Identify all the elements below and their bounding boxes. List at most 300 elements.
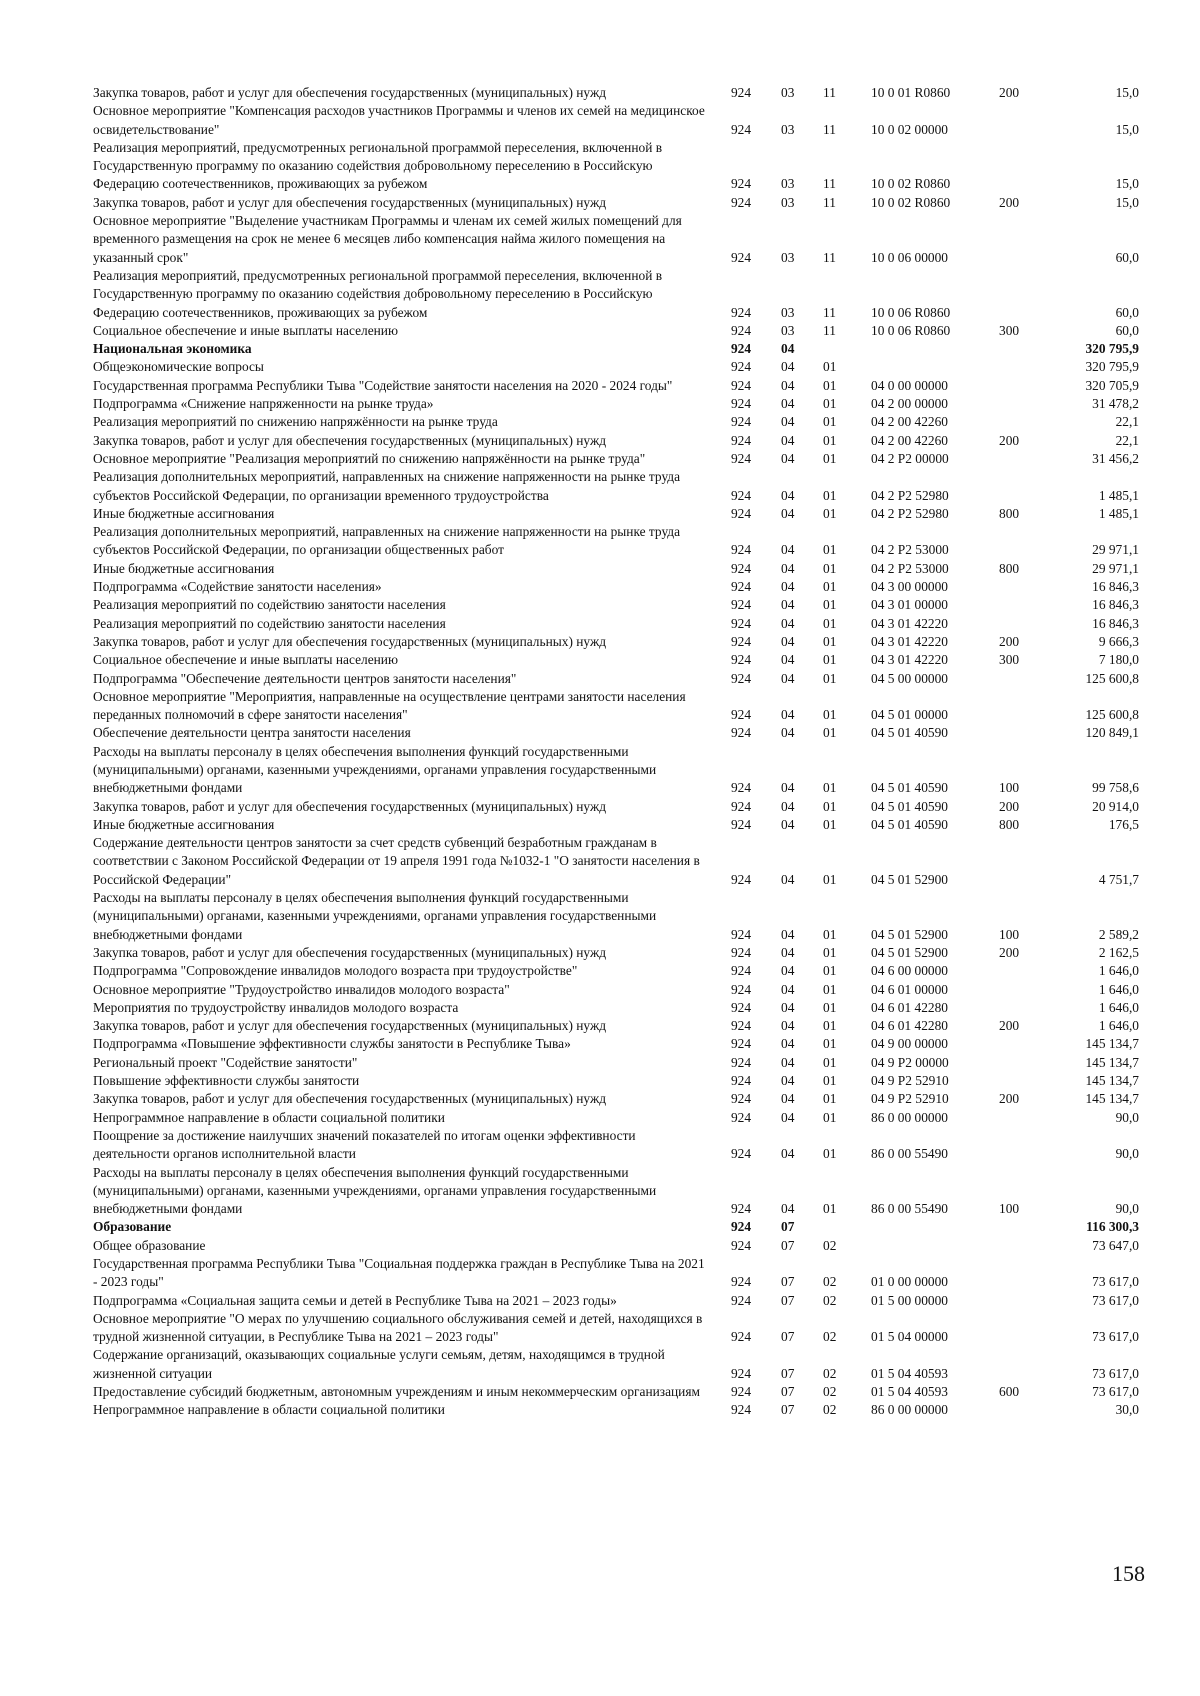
row-target-article: 04 6 01 42280 xyxy=(871,999,948,1015)
row-expense-type: 100 xyxy=(999,1201,1020,1217)
row-grbs: 924 xyxy=(730,1036,752,1052)
table-row xyxy=(93,1346,1153,1383)
row-section: 04 xyxy=(781,414,795,430)
row-section: 07 xyxy=(781,1237,795,1253)
row-subsection: 01 xyxy=(823,1036,837,1052)
row-grbs: 924 xyxy=(730,1237,752,1253)
row-expense-type: 200 xyxy=(999,85,1020,100)
row-amount: 125 600,8 xyxy=(1085,707,1139,723)
row-section: 04 xyxy=(781,926,795,942)
row-target-article: 04 2 P2 00000 xyxy=(871,450,949,466)
row-subsection: 01 xyxy=(823,1091,837,1107)
row-subsection: 11 xyxy=(823,194,836,210)
table-row xyxy=(93,322,1153,340)
row-subsection: 01 xyxy=(823,963,837,979)
row-amount: 16 846,3 xyxy=(1092,597,1139,613)
table-row xyxy=(93,1072,1153,1090)
row-name: Иные бюджетные ассигнования xyxy=(93,505,275,521)
row-grbs: 924 xyxy=(730,322,752,338)
row-name: Реализация мероприятий по содействию занятости населения xyxy=(93,597,446,613)
row-subsection: 11 xyxy=(823,304,836,320)
row-expense-type xyxy=(989,670,1043,688)
table-row xyxy=(93,743,1153,798)
row-section: 04 xyxy=(781,944,795,960)
table-row xyxy=(93,688,1153,725)
row-target-article: 04 5 01 00000 xyxy=(871,707,948,723)
row-name: Реализация мероприятий, предусмотренных региональной программой переселения, включенной в Государственную программу по оказанию содействия добровольному переселению в Российскую Федерацию соотечественников, проживающих за рубежом xyxy=(93,139,663,192)
table-row xyxy=(93,1054,1153,1072)
row-section: 04 xyxy=(781,597,795,613)
row-target-article: 04 3 00 00000 xyxy=(871,579,948,595)
table-row xyxy=(93,1035,1153,1053)
table-row xyxy=(93,798,1153,816)
table-row xyxy=(93,1383,1153,1401)
table-row xyxy=(93,999,1153,1017)
row-target-article: 01 5 04 00000 xyxy=(871,1329,948,1345)
row-subsection: 01 xyxy=(823,615,837,631)
table-row xyxy=(93,432,1153,450)
row-section: 04 xyxy=(781,963,795,979)
row-grbs: 924 xyxy=(730,963,752,979)
row-expense-type xyxy=(989,102,1043,139)
row-subsection: 01 xyxy=(823,999,837,1015)
row-grbs: 924 xyxy=(730,396,752,412)
row-subsection: 01 xyxy=(823,1018,837,1034)
row-grbs: 924 xyxy=(730,1219,752,1235)
row-expense-type xyxy=(989,1218,1043,1236)
row-expense-type xyxy=(989,1127,1043,1164)
row-subsection: 01 xyxy=(823,1146,837,1162)
row-amount: 90,0 xyxy=(1115,1146,1139,1162)
row-subsection: 11 xyxy=(823,85,836,100)
row-name: Реализация мероприятий по снижению напряжённости на рынке труда xyxy=(93,414,498,430)
row-grbs: 924 xyxy=(730,341,752,357)
row-amount: 320 795,9 xyxy=(1085,359,1139,375)
row-target-article: 01 5 04 40593 xyxy=(871,1384,948,1400)
row-grbs: 924 xyxy=(730,1292,752,1308)
table-row xyxy=(93,981,1153,999)
row-expense-type: 200 xyxy=(999,194,1020,210)
row-target-article: 04 2 00 00000 xyxy=(871,396,948,412)
row-subsection: 11 xyxy=(823,322,836,338)
row-name: Обеспечение деятельности центра занятости населения xyxy=(93,725,411,741)
row-name: Закупка товаров, работ и услуг для обеспечения государственных (муниципальных) нужд xyxy=(93,432,607,448)
row-section: 04 xyxy=(781,670,795,686)
row-target-article: 10 0 02 R0860 xyxy=(871,194,951,210)
row-grbs: 924 xyxy=(730,304,752,320)
row-name: Основное мероприятие "Выделение участникам Программы и членам их семей жилых помещений для временного размещения на срок не менее 6 месяцев либо компенсация найма жилого помещения на указанный срок" xyxy=(93,213,682,265)
table-row xyxy=(93,615,1153,633)
row-name: Предоставление субсидий бюджетным, автономным учреждениям и иным некоммерческим организациям xyxy=(93,1384,700,1400)
table-row xyxy=(93,560,1153,578)
row-amount: 73 647,0 xyxy=(1092,1237,1139,1253)
table-row xyxy=(93,139,1153,194)
row-name: Подпрограмма «Снижение напряженности на рынке труда» xyxy=(93,396,434,412)
row-name: Содержание организаций, оказывающих социальные услуги семьям, детям, находящимся в трудной жизненной ситуации xyxy=(93,1347,665,1381)
row-subsection: 01 xyxy=(823,652,837,668)
row-subsection: 01 xyxy=(823,432,837,448)
table-row xyxy=(93,395,1153,413)
row-amount: 1 485,1 xyxy=(1098,505,1139,521)
row-grbs: 924 xyxy=(730,1402,752,1418)
row-section: 07 xyxy=(781,1384,795,1400)
table-row xyxy=(93,468,1153,505)
table-row xyxy=(93,962,1153,980)
row-grbs: 924 xyxy=(730,798,752,814)
row-expense-type: 200 xyxy=(999,798,1020,814)
row-expense-type xyxy=(989,395,1043,413)
row-target-article: 86 0 00 00000 xyxy=(871,1109,948,1125)
table-row xyxy=(93,1127,1153,1164)
row-name: Основное мероприятие "О мерах по улучшению социального обслуживания семей и детей, находящихся в трудной жизненной ситуации, в Республике Тыва на 2021 – 2023 годы" xyxy=(93,1310,703,1345)
row-name: Социальное обеспечение и иные выплаты населению xyxy=(93,652,398,668)
row-amount: 16 846,3 xyxy=(1092,579,1139,595)
row-target-article: 04 5 00 00000 xyxy=(871,670,948,686)
row-target-article: 86 0 00 55490 xyxy=(871,1201,948,1217)
row-subsection: 01 xyxy=(823,1073,837,1089)
row-name: Непрограммное направление в области социальной политики xyxy=(93,1109,445,1125)
row-subsection: 01 xyxy=(823,359,837,375)
row-subsection: 01 xyxy=(823,377,837,393)
row-target-article: 04 5 01 52900 xyxy=(871,944,948,960)
row-grbs: 924 xyxy=(730,487,752,503)
row-section: 04 xyxy=(781,707,795,723)
row-subsection: 01 xyxy=(823,926,837,942)
row-section: 04 xyxy=(781,1073,795,1089)
row-amount: 15,0 xyxy=(1115,85,1139,100)
row-amount: 60,0 xyxy=(1115,304,1139,320)
row-amount: 1 646,0 xyxy=(1098,1018,1139,1034)
row-expense-type xyxy=(989,139,1043,194)
budget-table-body xyxy=(93,84,1153,1420)
row-name: Общее образование xyxy=(93,1237,206,1253)
row-subsection: 01 xyxy=(823,871,837,887)
row-expense-type xyxy=(989,267,1043,322)
row-amount: 120 849,1 xyxy=(1085,725,1139,741)
row-grbs: 924 xyxy=(730,194,752,210)
row-expense-type: 800 xyxy=(999,505,1020,521)
row-amount: 145 134,7 xyxy=(1085,1073,1139,1089)
row-name: Общеэкономические вопросы xyxy=(93,359,264,375)
row-expense-type xyxy=(989,1054,1043,1072)
row-grbs: 924 xyxy=(730,85,752,100)
row-target-article: 04 3 01 00000 xyxy=(871,597,948,613)
row-target-article xyxy=(857,358,989,376)
table-row xyxy=(93,194,1153,212)
row-name: Поощрение за достижение наилучших значений показателей по итогам оценки эффективности деятельности органов исполнительной власти xyxy=(93,1127,636,1162)
row-name: Реализация мероприятий, предусмотренных региональной программой переселения, включенной в Государственную программу по оказанию содействия добровольному переселению в Российскую Федерацию соотечественников, проживающих за рубежом xyxy=(93,267,663,320)
row-grbs: 924 xyxy=(730,121,752,137)
row-grbs: 924 xyxy=(730,1073,752,1089)
row-subsection: 01 xyxy=(823,1054,837,1070)
row-expense-type xyxy=(989,1255,1043,1292)
row-target-article: 04 9 P2 52910 xyxy=(871,1091,949,1107)
row-expense-type: 600 xyxy=(999,1384,1020,1400)
row-subsection: 02 xyxy=(823,1274,837,1290)
row-section: 03 xyxy=(781,176,795,192)
row-name: Закупка товаров, работ и услуг для обеспечения государственных (муниципальных) нужд xyxy=(93,798,607,814)
row-grbs: 924 xyxy=(730,633,752,649)
row-section: 04 xyxy=(781,579,795,595)
row-amount: 1 646,0 xyxy=(1098,981,1139,997)
row-amount: 4 751,7 xyxy=(1098,871,1139,887)
table-row xyxy=(93,1310,1153,1347)
row-section: 07 xyxy=(781,1329,795,1345)
table-row xyxy=(93,340,1153,358)
table-row xyxy=(93,505,1153,523)
row-amount: 2 589,2 xyxy=(1098,926,1139,942)
table-row xyxy=(93,1164,1153,1219)
row-expense-type xyxy=(989,468,1043,505)
row-name: Образование xyxy=(93,1219,172,1235)
row-expense-type xyxy=(989,212,1043,267)
row-subsection: 01 xyxy=(823,816,837,832)
row-target-article: 04 2 P2 52980 xyxy=(871,505,949,521)
row-subsection xyxy=(813,340,857,358)
row-amount: 99 758,6 xyxy=(1092,780,1139,796)
row-amount: 1 485,1 xyxy=(1098,487,1139,503)
row-name: Закупка товаров, работ и услуг для обеспечения государственных (муниципальных) нужд xyxy=(93,633,607,649)
row-section: 04 xyxy=(781,999,795,1015)
row-target-article: 04 9 P2 00000 xyxy=(871,1054,949,1070)
row-subsection: 01 xyxy=(823,725,837,741)
row-subsection: 11 xyxy=(823,249,836,265)
row-target-article: 01 5 00 00000 xyxy=(871,1292,948,1308)
table-row xyxy=(93,1401,1153,1419)
row-expense-type xyxy=(989,1072,1043,1090)
row-grbs: 924 xyxy=(730,944,752,960)
row-name: Расходы на выплаты персоналу в целях обеспечения выполнения функций государственными (муниципальными) органами, казенными учреждениями, органами управления государственными внебюджетными фондами xyxy=(93,890,657,942)
table-row xyxy=(93,944,1153,962)
row-target-article: 01 0 00 00000 xyxy=(871,1274,948,1290)
row-expense-type xyxy=(989,688,1043,725)
row-expense-type xyxy=(989,450,1043,468)
table-row xyxy=(93,1090,1153,1108)
row-grbs: 924 xyxy=(730,999,752,1015)
row-expense-type: 300 xyxy=(999,652,1020,668)
row-target-article: 04 3 01 42220 xyxy=(871,633,948,649)
row-section: 04 xyxy=(781,560,795,576)
row-amount: 15,0 xyxy=(1115,194,1139,210)
row-expense-type xyxy=(989,523,1043,560)
row-target-article: 04 5 01 40590 xyxy=(871,816,948,832)
row-section: 04 xyxy=(781,1054,795,1070)
table-row xyxy=(93,816,1153,834)
row-subsection: 02 xyxy=(823,1402,837,1418)
row-target-article: 04 3 01 42220 xyxy=(871,652,948,668)
row-grbs: 924 xyxy=(730,670,752,686)
row-expense-type xyxy=(989,615,1043,633)
table-row xyxy=(93,523,1153,560)
row-amount: 73 617,0 xyxy=(1092,1384,1139,1400)
row-section: 04 xyxy=(781,505,795,521)
row-amount: 320 795,9 xyxy=(1085,341,1139,357)
row-expense-type xyxy=(989,1292,1043,1310)
row-grbs: 924 xyxy=(730,615,752,631)
row-section: 07 xyxy=(781,1365,795,1381)
row-expense-type: 100 xyxy=(999,780,1020,796)
row-name: Закупка товаров, работ и услуг для обеспечения государственных (муниципальных) нужд xyxy=(93,85,607,100)
row-target-article xyxy=(857,1237,989,1255)
row-name: Закупка товаров, работ и услуг для обеспечения государственных (муниципальных) нужд xyxy=(93,1018,607,1034)
row-subsection: 01 xyxy=(823,560,837,576)
row-amount: 90,0 xyxy=(1115,1201,1139,1217)
row-target-article: 10 0 01 R0860 xyxy=(871,85,951,100)
row-subsection: 01 xyxy=(823,633,837,649)
row-subsection: 11 xyxy=(823,176,836,192)
row-section: 04 xyxy=(781,1091,795,1107)
row-target-article: 86 0 00 00000 xyxy=(871,1402,948,1418)
row-amount: 320 705,9 xyxy=(1085,377,1139,393)
row-name: Содержание деятельности центров занятости за счет средств субвенций безработным гражданам в соответствии с Законом Российской Федерации от 19 апреля 1991 года №1032-1 "О занятости населения в Российской Федерации" xyxy=(93,835,700,887)
row-expense-type: 300 xyxy=(999,322,1020,338)
row-target-article: 04 9 00 00000 xyxy=(871,1036,948,1052)
row-section: 04 xyxy=(781,725,795,741)
row-name: Закупка товаров, работ и услуг для обеспечения государственных (муниципальных) нужд xyxy=(93,944,607,960)
row-name: Реализация мероприятий по содействию занятости населения xyxy=(93,615,446,631)
row-expense-type: 200 xyxy=(999,1091,1020,1107)
row-amount: 29 971,1 xyxy=(1092,542,1139,558)
row-grbs: 924 xyxy=(730,1274,752,1290)
row-target-article xyxy=(857,340,989,358)
row-expense-type xyxy=(989,340,1043,358)
row-subsection: 01 xyxy=(823,707,837,723)
row-name: Подпрограмма "Сопровождение инвалидов молодого возраста при трудоустройстве" xyxy=(93,963,578,979)
row-target-article: 10 0 06 R0860 xyxy=(871,304,951,320)
row-target-article: 04 5 01 40590 xyxy=(871,798,948,814)
row-amount: 22,1 xyxy=(1115,432,1139,448)
row-expense-type xyxy=(989,1237,1043,1255)
row-expense-type: 800 xyxy=(999,816,1020,832)
row-section: 03 xyxy=(781,194,795,210)
row-amount: 73 617,0 xyxy=(1092,1365,1139,1381)
page-number: 158 xyxy=(1112,1561,1145,1586)
row-grbs: 924 xyxy=(730,597,752,613)
row-section: 04 xyxy=(781,432,795,448)
row-section: 07 xyxy=(781,1274,795,1290)
row-amount: 60,0 xyxy=(1115,249,1139,265)
table-row xyxy=(93,212,1153,267)
table-row xyxy=(93,1237,1153,1255)
row-section: 04 xyxy=(781,396,795,412)
row-subsection: 02 xyxy=(823,1329,837,1345)
row-name: Непрограммное направление в области социальной политики xyxy=(93,1402,445,1418)
row-amount: 29 971,1 xyxy=(1092,560,1139,576)
row-target-article: 04 2 P2 52980 xyxy=(871,487,949,503)
row-name: Основное мероприятие "Компенсация расходов участников Программы и членов их семей на медицинское освидетельствование" xyxy=(93,103,705,137)
row-name: Подпрограмма «Содействие занятости населения» xyxy=(93,579,382,595)
row-expense-type xyxy=(989,1310,1043,1347)
row-target-article xyxy=(857,1218,989,1236)
row-target-article: 04 5 01 52900 xyxy=(871,871,948,887)
row-section: 04 xyxy=(781,633,795,649)
row-target-article: 04 6 00 00000 xyxy=(871,963,948,979)
row-subsection: 01 xyxy=(823,1201,837,1217)
row-grbs: 924 xyxy=(730,780,752,796)
row-section: 04 xyxy=(781,981,795,997)
row-section: 07 xyxy=(781,1292,795,1308)
row-grbs: 924 xyxy=(730,542,752,558)
table-row xyxy=(93,267,1153,322)
row-expense-type xyxy=(989,578,1043,596)
row-name: Основное мероприятие "Мероприятия, направленные на осуществление центрами занятости населения переданных полномочий в сфере занятости населения" xyxy=(93,688,686,723)
row-grbs: 924 xyxy=(730,1201,752,1217)
row-grbs: 924 xyxy=(730,816,752,832)
row-section: 03 xyxy=(781,322,795,338)
row-amount: 20 914,0 xyxy=(1092,798,1139,814)
row-target-article: 04 3 01 42220 xyxy=(871,615,948,631)
row-name: Подпрограмма «Повышение эффективности службы занятости в Республике Тыва» xyxy=(93,1036,571,1052)
row-expense-type xyxy=(989,358,1043,376)
row-subsection: 01 xyxy=(823,944,837,960)
row-section: 04 xyxy=(781,377,795,393)
row-name: Реализация дополнительных мероприятий, направленных на снижение напряженности на рынке труда субъектов Российской Федерации, по организации общественных работ xyxy=(93,524,681,558)
row-section: 04 xyxy=(781,450,795,466)
row-subsection: 11 xyxy=(823,121,836,137)
row-subsection: 01 xyxy=(823,505,837,521)
row-section: 04 xyxy=(781,542,795,558)
row-section: 04 xyxy=(781,341,795,357)
row-subsection: 01 xyxy=(823,542,837,558)
row-amount: 73 617,0 xyxy=(1092,1274,1139,1290)
row-name: Иные бюджетные ассигнования xyxy=(93,816,275,832)
row-name: Повышение эффективности службы занятости xyxy=(93,1073,360,1089)
row-amount: 73 617,0 xyxy=(1092,1329,1139,1345)
row-expense-type: 100 xyxy=(999,926,1020,942)
row-section: 04 xyxy=(781,1109,795,1125)
table-row xyxy=(93,633,1153,651)
row-expense-type: 200 xyxy=(999,944,1020,960)
row-grbs: 924 xyxy=(730,377,752,393)
row-subsection xyxy=(813,1218,857,1236)
row-name: Подпрограмма "Обеспечение деятельности центров занятости населения" xyxy=(93,670,517,686)
row-expense-type: 200 xyxy=(999,1018,1020,1034)
row-section: 04 xyxy=(781,816,795,832)
row-target-article: 04 5 01 40590 xyxy=(871,725,948,741)
row-target-article: 01 5 04 40593 xyxy=(871,1365,948,1381)
row-subsection: 01 xyxy=(823,780,837,796)
row-section: 07 xyxy=(781,1402,795,1418)
row-expense-type xyxy=(989,981,1043,999)
row-grbs: 924 xyxy=(730,725,752,741)
row-amount: 145 134,7 xyxy=(1085,1091,1139,1107)
row-section: 04 xyxy=(781,1201,795,1217)
row-subsection: 01 xyxy=(823,396,837,412)
row-target-article: 04 2 00 42260 xyxy=(871,414,948,430)
row-amount: 31 478,2 xyxy=(1092,396,1139,412)
row-grbs: 924 xyxy=(730,1329,752,1345)
row-grbs: 924 xyxy=(730,1054,752,1070)
row-subsection: 01 xyxy=(823,450,837,466)
row-grbs: 924 xyxy=(730,176,752,192)
table-row xyxy=(93,834,1153,889)
row-section: 03 xyxy=(781,121,795,137)
row-subsection: 02 xyxy=(823,1292,837,1308)
row-grbs: 924 xyxy=(730,1018,752,1034)
row-section: 04 xyxy=(781,487,795,503)
row-section: 04 xyxy=(781,871,795,887)
row-grbs: 924 xyxy=(730,652,752,668)
row-grbs: 924 xyxy=(730,249,752,265)
table-row xyxy=(93,102,1153,139)
row-expense-type xyxy=(989,999,1043,1017)
row-name: Расходы на выплаты персоналу в целях обеспечения выполнения функций государственными (муниципальными) органами, казенными учреждениями, органами управления государственными внебюджетными фондами xyxy=(93,1164,657,1217)
row-name: Основное мероприятие "Трудоустройство инвалидов молодого возраста" xyxy=(93,981,510,997)
row-expense-type xyxy=(989,724,1043,742)
row-name: Региональный проект "Содействие занятости" xyxy=(93,1054,358,1070)
row-subsection: 01 xyxy=(823,1109,837,1125)
table-row xyxy=(93,578,1153,596)
